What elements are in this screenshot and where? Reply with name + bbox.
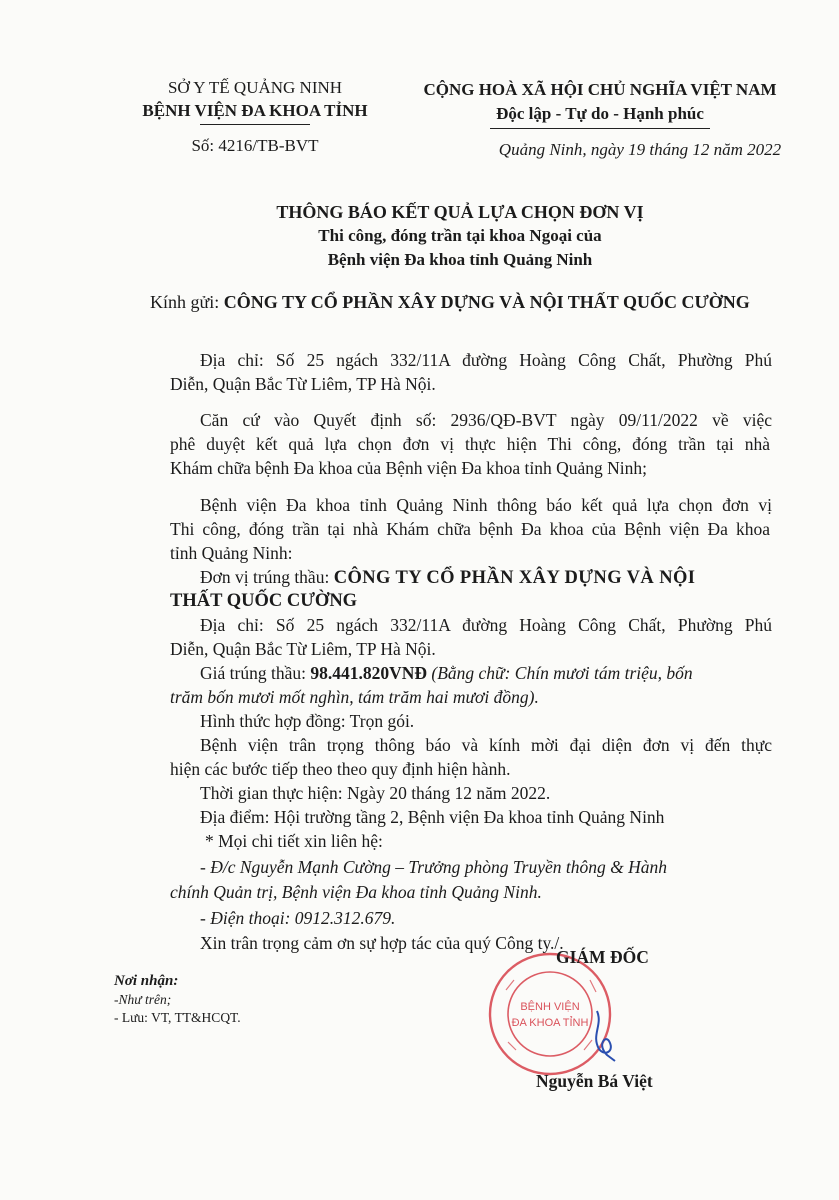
contact-line-a: - Đ/c Nguyễn Mạnh Cường – Trưởng phòng Truyền thông & Hành (200, 857, 667, 877)
svg-text:ĐA KHOA TỈNH: ĐA KHOA TỈNH (511, 1017, 589, 1029)
basis-line-a: Căn cứ vào Quyết định số: 2936/QĐ-BVT ngày 09/11/2022 về việc (200, 410, 772, 430)
execution-time: Thời gian thực hiện: Ngày 20 tháng 12 năm 2022. (200, 783, 551, 803)
recipients-item-2: - Lưu: VT, TT&HCQT. (114, 1010, 241, 1025)
invite-line-a: Bệnh viện trân trọng thông báo và kính mời đại diện đơn vị đến thực (200, 735, 772, 755)
price-label: Giá trúng thầu: (200, 663, 306, 683)
winner-line-a (200, 566, 772, 590)
notice-line-b: Thi công, đóng trần tại nhà Khám chữa bệnh Đa khoa của Bệnh viện Đa khoa (170, 519, 770, 539)
price-words-a: (Bằng chữ: Chín mươi tám triệu, bốn (431, 663, 693, 683)
title-line-3: Bệnh viện Đa khoa tỉnh Quảng Ninh (327, 250, 593, 269)
motto: Độc lập - Tự do - Hạnh phúc (496, 104, 704, 123)
winner-name-b: THẤT QUỐC CƯỜNG (170, 591, 358, 611)
contact-phone: - Điện thoại: 0912.312.679. (200, 908, 396, 928)
recipients-list (114, 972, 241, 1027)
contract-type: Hình thức hợp đồng: Trọn gói. (200, 711, 415, 731)
address-2-line-b: Diễn, Quận Bắc Từ Liêm, TP Hà Nội. (170, 639, 436, 659)
address-1-line-b: Diễn, Quận Bắc Từ Liêm, TP Hà Nội. (170, 374, 436, 394)
page-title (150, 200, 770, 272)
signature-scribble (585, 1005, 625, 1065)
winner-name-a: CÔNG TY CỔ PHẦN XÂY DỰNG VÀ NỘI (333, 568, 696, 588)
notice-line-c: tỉnh Quảng Ninh: (170, 543, 293, 563)
country-name: CỘNG HOÀ XÃ HỘI CHỦ NGHĨA VIỆT NAM (423, 80, 777, 99)
recipients-title: Nơi nhận: (114, 973, 179, 989)
org-line-1: SỞ Y TẾ QUẢNG NINH (167, 78, 343, 97)
national-header (400, 78, 800, 129)
document-number: Số: 4216/TB-BVT (191, 136, 319, 155)
title-line-2: Thi công, đóng trần tại khoa Ngoại của (318, 226, 602, 245)
invite-line-b: hiện các bước tiếp theo theo quy định hiện hành. (170, 759, 511, 779)
org-underline (200, 124, 310, 125)
place-date: Quảng Ninh, ngày 19 tháng 12 năm 2022 (498, 140, 782, 159)
title-line-1: THÔNG BÁO KẾT QUẢ LỰA CHỌN ĐƠN VỊ (276, 202, 644, 222)
winner-label: Đơn vị trúng thầu: (200, 567, 330, 587)
signer-position: GIÁM ĐỐC (556, 947, 649, 967)
recipients-item-1: -Như trên; (114, 992, 172, 1007)
signer-name: Nguyễn Bá Việt (536, 1071, 653, 1091)
contact-line-b: chính Quản trị, Bệnh viện Đa khoa tỉnh Quảng Ninh. (170, 882, 542, 902)
price-line-a (200, 662, 776, 685)
notice-line-a: Bệnh viện Đa khoa tỉnh Quảng Ninh thông báo kết quả lựa chọn đơn vị (200, 495, 772, 515)
recipient (150, 292, 790, 313)
motto-underline (490, 128, 710, 129)
price-value: 98.441.820VNĐ (310, 663, 427, 683)
basis-line-c: Khám chữa bệnh Đa khoa của Bệnh viện Đa khoa tỉnh Quảng Ninh; (170, 458, 647, 478)
contact-intro: * Mọi chi tiết xin liên hệ: (205, 831, 383, 851)
recipient-label: Kính gửi: (150, 292, 220, 312)
address-1-line-a: Địa chỉ: Số 25 ngách 332/11A đường Hoàng Công Chất, Phường Phú (200, 350, 772, 370)
price-words-b: trăm bốn mươi mốt nghìn, tám trăm hai mươi đồng). (170, 687, 539, 707)
venue: Địa điểm: Hội trường tầng 2, Bệnh viện Đa khoa tỉnh Quảng Ninh (200, 807, 665, 827)
org-line-2: BỆNH VIỆN ĐA KHOA TỈNH (142, 101, 368, 120)
basis-line-b: phê duyệt kết quả lựa chọn đơn vị thực hiện Thi công, đóng trần tại nhà (170, 434, 770, 454)
issuing-organization (120, 76, 390, 125)
recipient-name: CÔNG TY CỔ PHẦN XÂY DỰNG VÀ NỘI THẤT QUỐC CƯỜNG (223, 292, 750, 312)
closing-thanks: Xin trân trọng cảm ơn sự hợp tác của quý Công ty./. (200, 933, 564, 953)
address-2-line-a: Địa chỉ: Số 25 ngách 332/11A đường Hoàng Công Chất, Phường Phú (200, 615, 772, 635)
svg-text:BỆNH VIỆN: BỆNH VIỆN (520, 1001, 580, 1013)
